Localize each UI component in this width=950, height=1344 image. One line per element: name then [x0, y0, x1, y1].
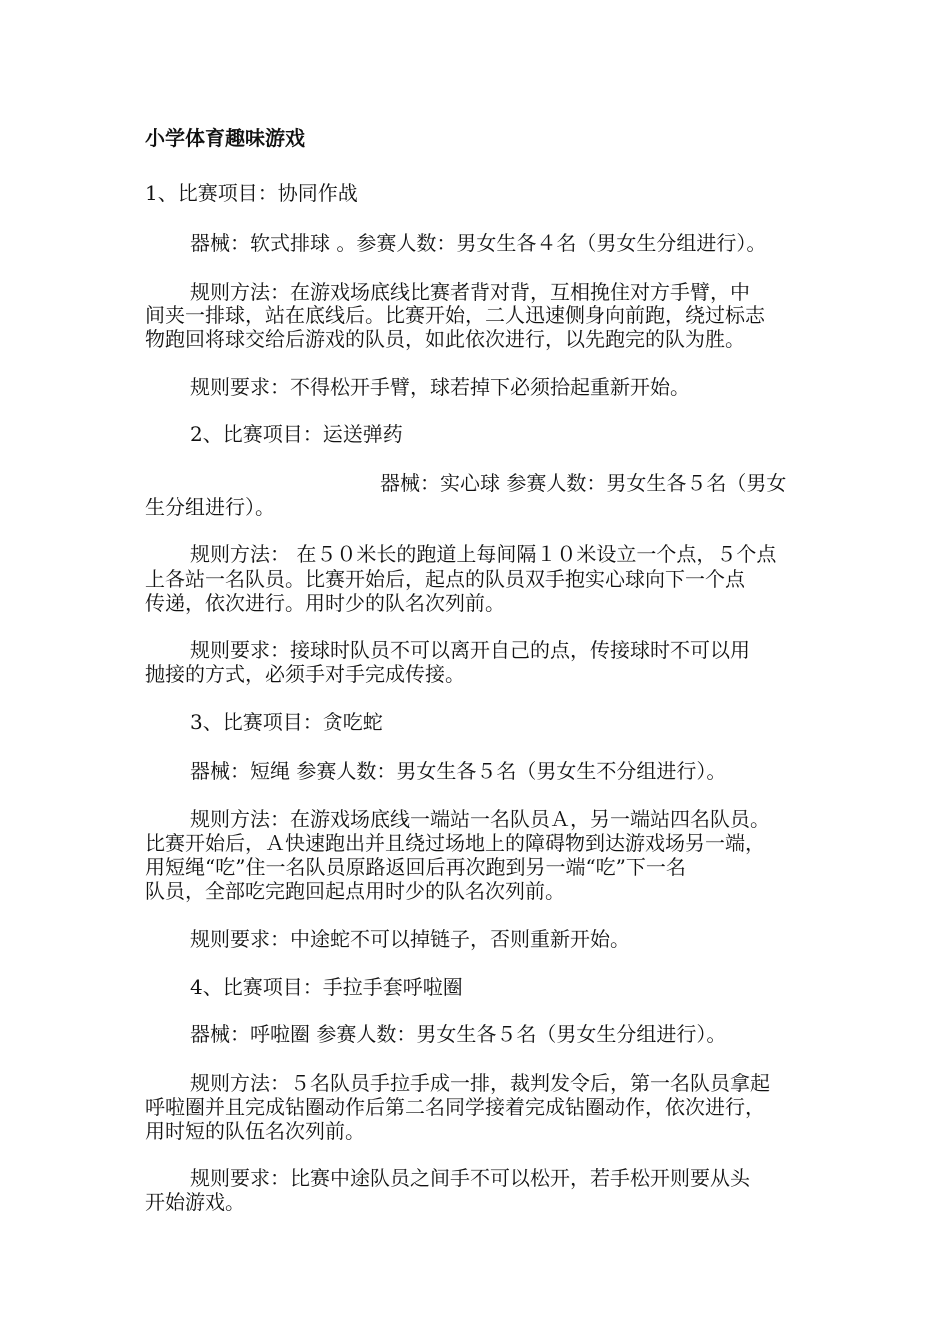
section4-rules-method-line2: 呼啦圈并且完成钻圈动作后第二名同学接着完成钻圈动作，依次进行， — [145, 1095, 765, 1119]
section3-rules-requirement: 规则要求：中途蛇不可以掉链子，否则重新开始。 — [190, 927, 630, 951]
section1-rules-method-line1: 规则方法：在游戏场底线比赛者背对背，互相挽住对方手臂，中 — [190, 280, 750, 304]
section2-equipment-line2: 生分组进行）。 — [145, 495, 275, 519]
section1-heading: 1、比赛项目：协同作战 — [145, 181, 358, 205]
section1-equipment: 器械：软式排球 。参赛人数：男女生各４名（男女生分组进行）。 — [190, 231, 767, 255]
document-title: 小学体育趣味游戏 — [145, 126, 305, 150]
section3-heading: 3、比赛项目：贪吃蛇 — [190, 710, 383, 734]
section4-rules-method-line1: 规则方法：５名队员手拉手成一排，裁判发令后，第一名队员拿起 — [190, 1071, 770, 1095]
section4-rules-requirement-line2: 开始游戏。 — [145, 1190, 245, 1214]
section3-rules-method-line3: 用短绳“吃”住一名队员原路返回后再次跑到另一端“吃”下一名 — [145, 855, 686, 879]
section4-rules-method-line3: 用时短的队伍名次列前。 — [145, 1119, 365, 1143]
section4-equipment: 器械：呼啦圈 参赛人数：男女生各５名（男女生分组进行）。 — [190, 1022, 727, 1046]
section3-rules-method-line2: 比赛开始后，Ａ快速跑出并且绕过场地上的障碍物到达游戏场另一端， — [145, 831, 765, 855]
section2-rules-requirement-line2: 抛接的方式，必须手对手完成传接。 — [145, 662, 465, 686]
section1-rules-method-line2: 间夹一排球，站在底线后。比赛开始，二人迅速侧身向前跑，绕过标志 — [145, 303, 765, 327]
section2-equipment-line1: 器械：实心球 参赛人数：男女生各５名（男女 — [380, 471, 787, 495]
section4-rules-requirement-line1: 规则要求：比赛中途队员之间手不可以松开，若手松开则要从头 — [190, 1166, 750, 1190]
section3-equipment: 器械：短绳 参赛人数：男女生各５名（男女生不分组进行）。 — [190, 759, 727, 783]
section4-heading: 4、比赛项目：手拉手套呼啦圈 — [190, 975, 463, 999]
section2-rules-requirement-line1: 规则要求：接球时队员不可以离开自己的点，传接球时不可以用 — [190, 638, 750, 662]
section2-rules-method-line3: 传递，依次进行。用时少的队名次列前。 — [145, 591, 505, 615]
section3-rules-method-line4: 队员，全部吃完跑回起点用时少的队名次列前。 — [145, 879, 565, 903]
section1-rules-method-line3: 物跑回将球交给后游戏的队员，如此依次进行，以先跑完的队为胜。 — [145, 327, 745, 351]
section2-heading: 2、比赛项目：运送弹药 — [190, 422, 403, 446]
section2-rules-method-line2: 上各站一名队员。比赛开始后，起点的队员双手抱实心球向下一个点 — [145, 567, 745, 591]
section3-rules-method-line1: 规则方法：在游戏场底线一端站一名队员Ａ，另一端站四名队员。 — [190, 807, 770, 831]
section1-rules-requirement: 规则要求：不得松开手臂，球若掉下必须拾起重新开始。 — [190, 375, 690, 399]
section2-rules-method-line1: 规则方法： 在５０米长的跑道上每间隔１０米设立一个点，５个点 — [190, 542, 777, 566]
